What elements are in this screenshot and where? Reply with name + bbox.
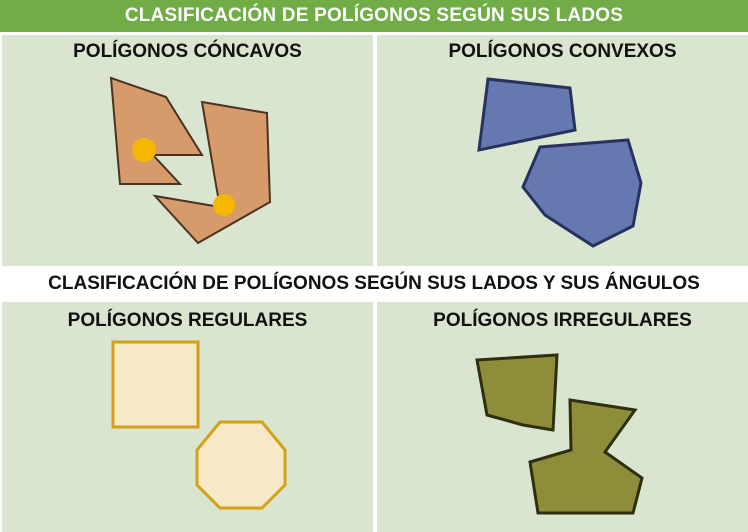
convex-quadrilateral — [479, 79, 575, 150]
section2-title: CLASIFICACIÓN DE POLÍGONOS SEGÚN SUS LADOS Y SUS ÁNGULOS — [0, 268, 748, 300]
irregular-panel-title: POLÍGONOS IRREGULARES — [433, 310, 692, 331]
convex-panel-title: POLÍGONOS CONVEXOS — [448, 41, 677, 62]
regular-panel-title: POLÍGONOS REGULARES — [67, 310, 308, 331]
convex-heptagon — [523, 140, 641, 246]
concave-angle-marker-2 — [213, 194, 235, 216]
concave-angle-marker-1 — [132, 138, 156, 162]
concave-polygon-1 — [111, 78, 202, 184]
regular-square — [113, 342, 198, 427]
irregular-pentagon — [477, 355, 557, 430]
concave-panel-title: POLÍGONOS CÓNCAVOS — [73, 41, 302, 62]
header-title: CLASIFICACIÓN DE POLÍGONOS SEGÚN SUS LADOS — [0, 0, 748, 32]
regular-octagon — [197, 422, 285, 508]
